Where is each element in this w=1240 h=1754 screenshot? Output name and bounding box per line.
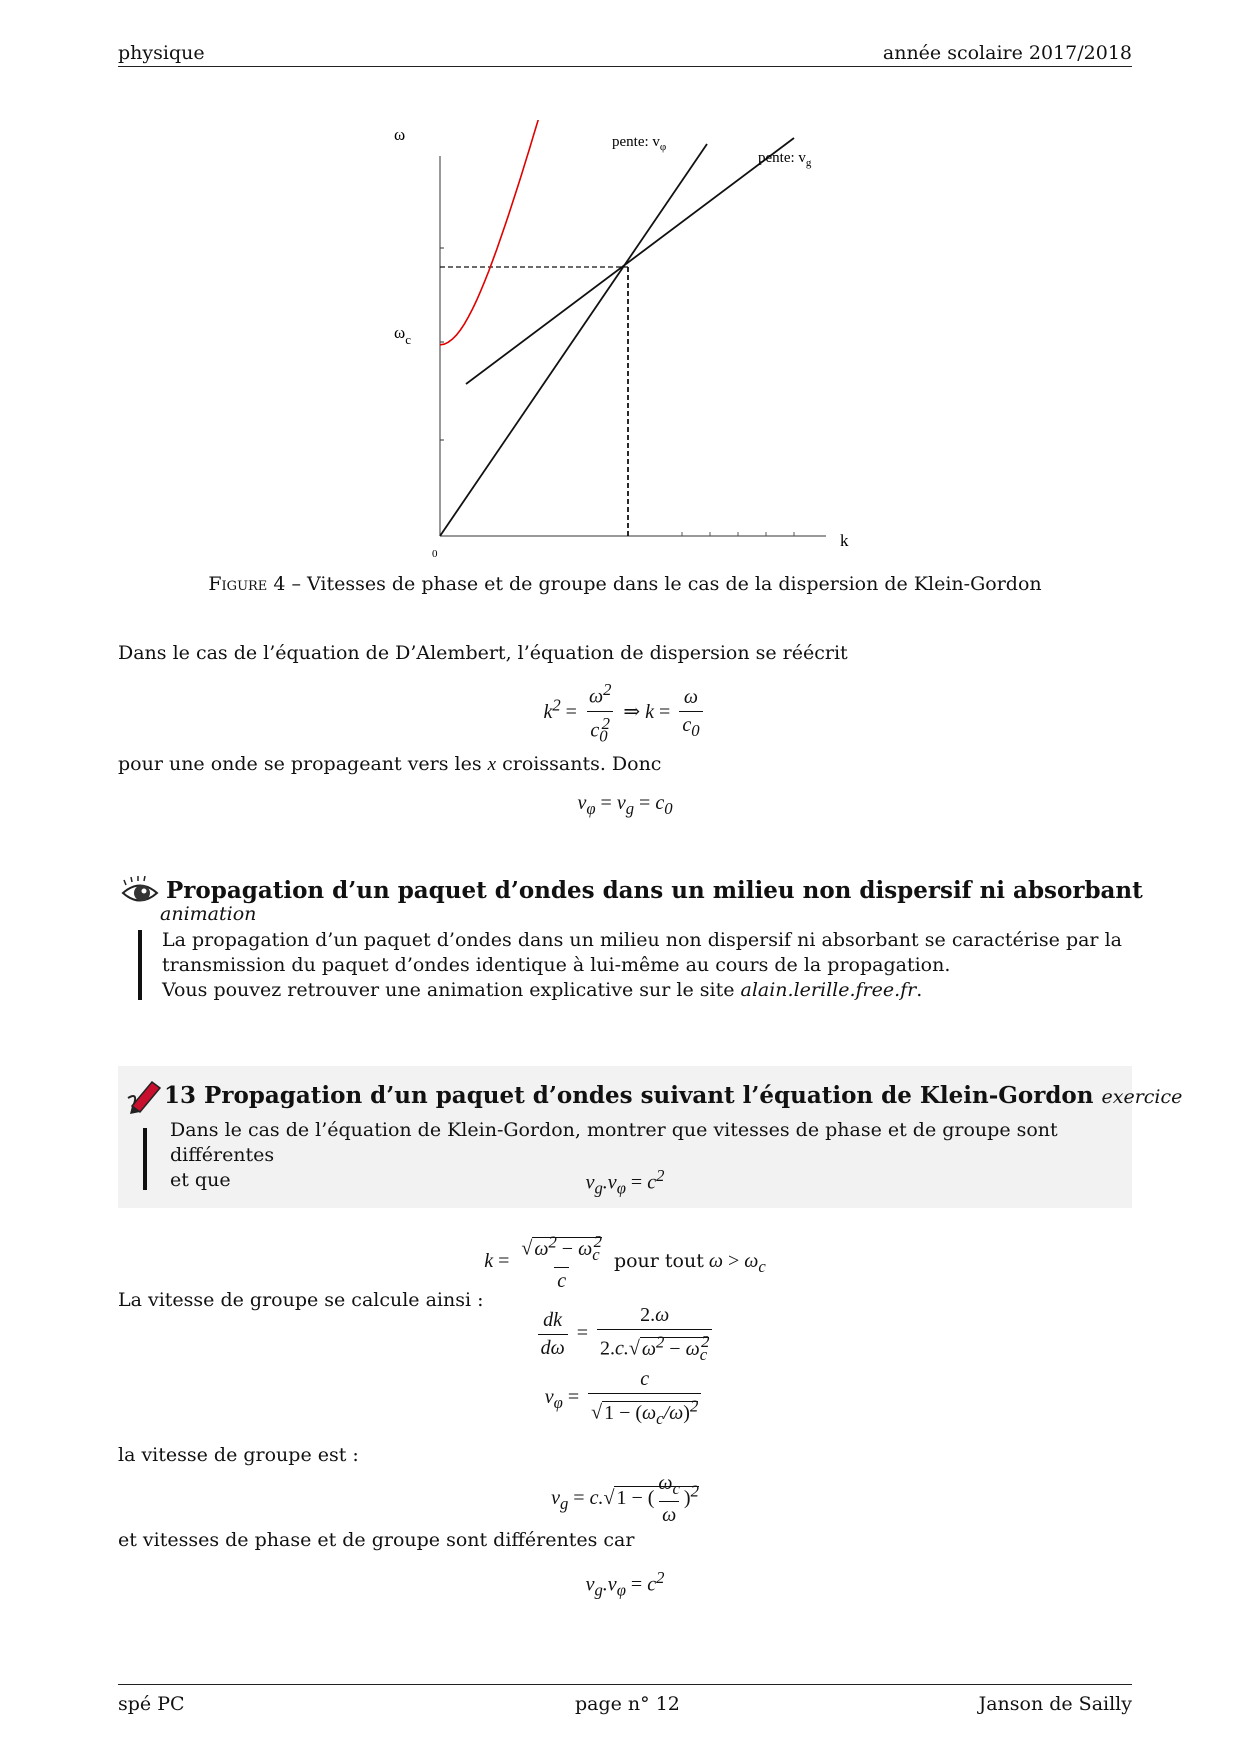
y-axis-label: ω — [394, 125, 406, 144]
eye-icon — [120, 876, 160, 910]
paragraph-propagation: pour une onde se propageant vers les x croissants. Donc — [118, 753, 662, 775]
phase-slope-sub: φ — [659, 141, 667, 153]
footer-left: spé PC — [118, 1693, 185, 1715]
animation-tag: animation — [160, 903, 257, 925]
svg-text:pente: vφ — [612, 134, 666, 153]
header-rule — [118, 66, 1132, 67]
paragraph-dalembert: Dans le cas de l’équation de D’Alembert, l’équation de dispersion se réécrit — [118, 642, 848, 664]
exercise-equation: $v_g.v_\varphi = c^2$ — [585, 1166, 665, 1198]
animation-section-title: Propagation d’un paquet d’ondes dans un milieu non dispersif ni absorbant — [166, 877, 1143, 904]
omega-c-sub: c — [405, 332, 411, 347]
dispersion-curve — [440, 120, 765, 345]
animation-body: La propagation d’un paquet d’ondes dans un milieu non dispersif ni absorbant se caractérise par la transmission du paquet d’ondes identique à lui-même au cours de la propagation. Vous pouvez retrouver une animation explicative sur le site alain.lerille.free.fr. — [162, 929, 1122, 1001]
caption-prefix: Figure 4 — [208, 573, 286, 595]
header-left: physique — [118, 42, 205, 64]
exercise-body: Dans le cas de l’équation de Klein-Gordon, montrer que vitesses de phase et de groupe sont différentes et que — [170, 1119, 1058, 1191]
x-axis-label: k — [840, 531, 849, 550]
phase-slope-label: pente: v — [612, 134, 660, 150]
pencil-icon — [124, 1076, 164, 1116]
phase-velocity-line — [440, 144, 707, 536]
equation-equal-velocities: $v_\varphi = v_g = c_0$ — [577, 792, 673, 818]
equation-k: k = $\frac{√ \omega^2 - \omega_c^2}{c}$ pour tout $\omega > \omega_c$ — [484, 1232, 766, 1292]
dispersion-figure — [380, 120, 860, 560]
exercise-title: 13 Propagation d’un paquet d’ondes suivant l’équation de Klein-Gordon exercice — [164, 1082, 1183, 1109]
group-slope-label: pente: v — [758, 150, 806, 166]
origin-label: 0 — [432, 548, 438, 560]
figure-caption — [118, 572, 1132, 597]
svg-text:ωc — [394, 323, 411, 347]
equation-vphi: $v_\varphi$ = $\frac{c}{√ 1 - (\omega_c/\omega)^2}$ — [118, 1368, 1132, 1429]
footer-right: Janson de Sailly — [978, 1693, 1132, 1715]
equation-dalembert: $k^2$ = $\frac{\omega^2}{c_0^2}$ ⇒ k = $\frac{\omega}{c_0}$ — [118, 680, 1132, 746]
footer-rule — [118, 1684, 1132, 1685]
animation-left-bar — [138, 930, 142, 1000]
omega-c-label: ω — [394, 323, 406, 342]
footer-center: page n° 12 — [575, 1693, 680, 1715]
paragraph-group-result: la vitesse de groupe est : — [118, 1444, 359, 1466]
svg-text:pente: vg — [758, 150, 812, 169]
paragraph-group-calc: La vitesse de groupe se calcule ainsi : — [118, 1289, 484, 1311]
group-velocity-line — [466, 138, 794, 384]
group-slope-sub: g — [805, 157, 812, 169]
paragraph-conclusion: et vitesses de phase et de groupe sont différentes car — [118, 1529, 635, 1551]
equation-dk-domega: $\frac{dk}{d\omega}$ = $\frac{2.\omega}{2.c.√ \omega^2 - \omega_c^2}$ — [118, 1304, 1132, 1365]
header-right: année scolaire 2017/2018 — [882, 42, 1132, 64]
equation-product: $v_g.v_\varphi = c^2$ — [585, 1568, 665, 1600]
caption-text: – Vitesses de phase et de groupe dans le cas de la dispersion de Klein-Gordon — [285, 573, 1042, 595]
equation-vg: $v_g = c.√$ 1 − ( $\frac{\omega_c}{\omega}$ )$^2$ — [551, 1472, 699, 1526]
